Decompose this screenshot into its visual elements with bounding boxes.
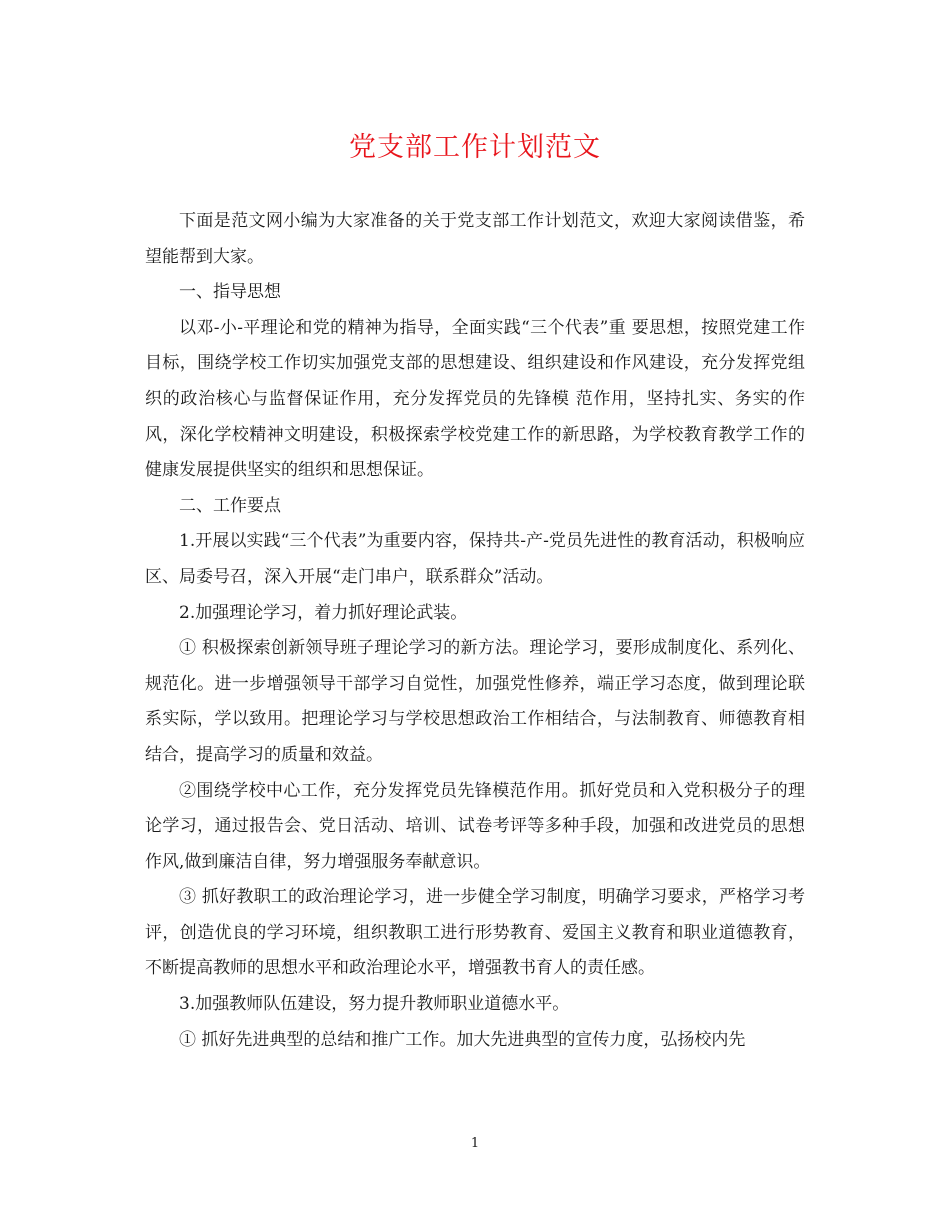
- document-body: [145, 204, 805, 1058]
- work-point-3-item-1: ① 抓好先进典型的总结和推广工作。加大先进典型的宣传力度，弘扬校内先: [179, 1029, 746, 1050]
- document-title: 党支部工作计划范文: [349, 132, 601, 163]
- work-point-1: 1.开展以实践“三个代表”为重要内容，保持共-产-党员先进性的教育活动，积极响应区、局委号召，深入开展“走门串户，联系群众”活动。: [145, 531, 805, 587]
- work-point-2: 2.加强理论学习，着力抓好理论武装。: [179, 602, 468, 623]
- intro-paragraph: 下面是范文网小编为大家准备的关于党支部工作计划范文，欢迎大家阅读借鉴，希望能帮到大家。: [145, 211, 805, 267]
- guiding-ideology-paragraph: 以邓-小-平理论和党的精神为指导，全面实践“三个代表”重 要思想，按照党建工作目标，围绕学校工作切实加强党支部的思想建设、组织建设和作风建设，充分发挥党组织的政治核心与监督保证作用，充分发挥党员的先锋模 范作用，坚持扎实、务实的作风，深化学校精神文明建设，积极探索学校党建工作的新思路，为学校教育教学工作的健康发展提供坚实的组织和思想保证。: [145, 317, 805, 481]
- section-heading-work-points: 二、工作要点: [179, 495, 281, 516]
- work-point-3: 3.加强教师队伍建设，努力提升教师职业道德水平。: [179, 994, 570, 1015]
- work-point-2-item-1: ① 积极探索创新领导班子理论学习的新方法。理论学习，要形成制度化、系列化、规范化。进一步增强领导干部学习自觉性，加强党性修养，端正学习态度，做到理论联系实际，学以致用。把理论学习与学校思想政治工作相结合，与法制教育、师德教育相结合，提高学习的质量和效益。: [145, 638, 805, 765]
- work-point-2-item-2: ②围绕学校中心工作，充分发挥党员先锋模范作用。抓好党员和入党积极分子的理论学习，通过报告会、党日活动、培训、试卷考评等多种手段，加强和改进党员的思想作风,做到廉洁自律，努力增强服务奉献意识。: [145, 780, 805, 872]
- page-number: 1: [470, 1136, 480, 1151]
- work-point-2-item-3: ③ 抓好教职工的政治理论学习，进一步健全学习制度，明确学习要求，严格学习考评，创造优良的学习环境，组织教职工进行形势教育、爱国主义教育和职业道德教育，不断提高教师的思想水平和政治理论水平，增强教书育人的责任感。: [145, 887, 805, 979]
- section-heading-guiding-ideology: 一、指导思想: [179, 282, 281, 303]
